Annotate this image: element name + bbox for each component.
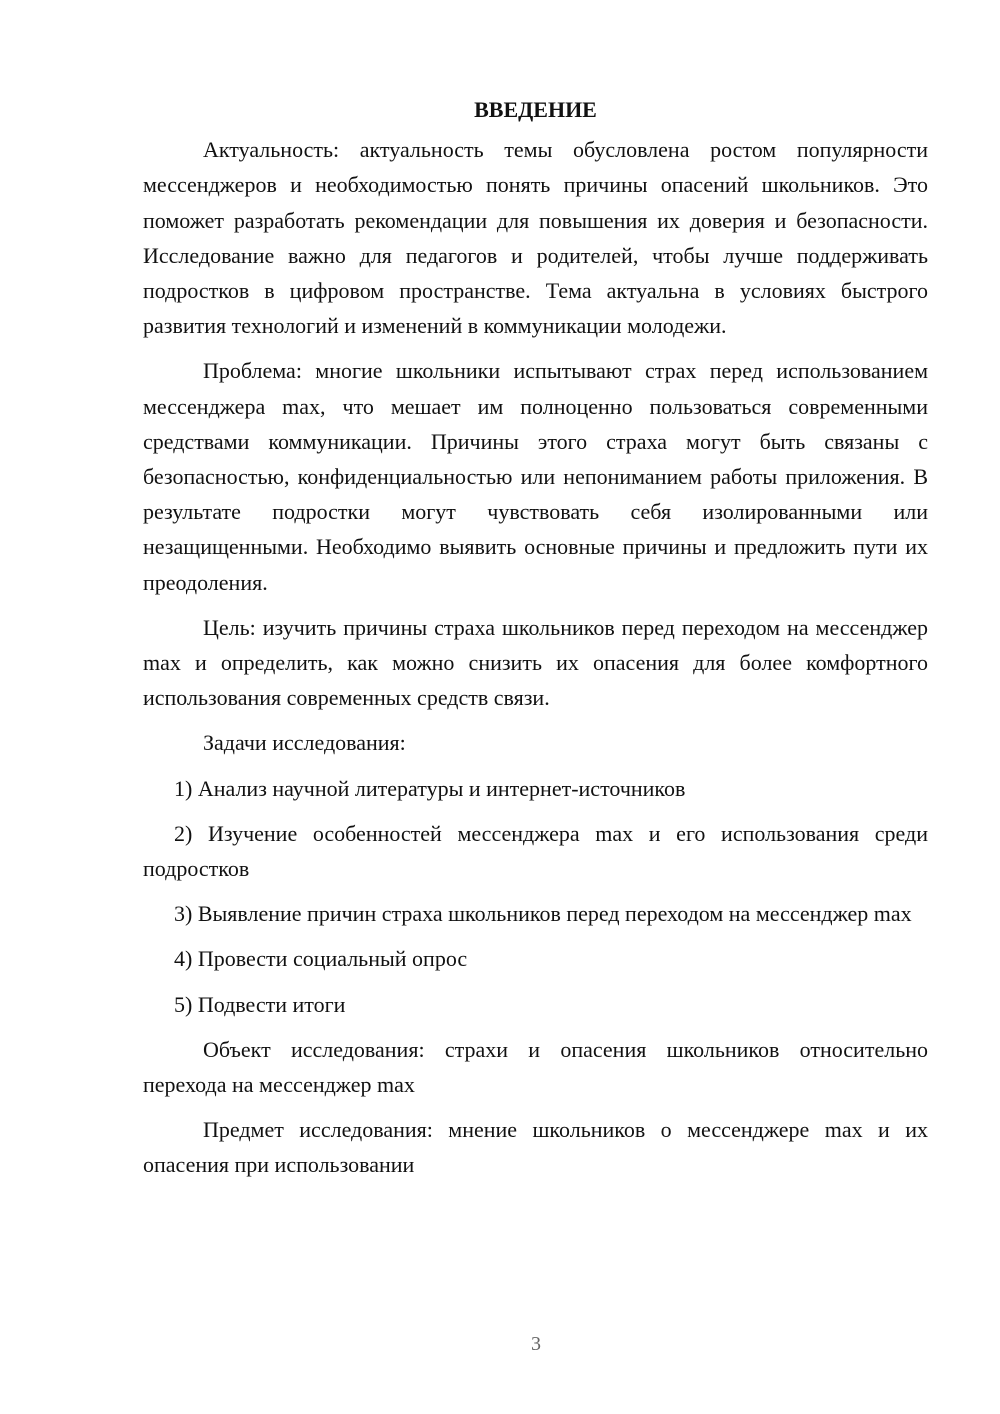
task-item: 1) Анализ научной литературы и интернет-источников <box>174 775 686 801</box>
problem-paragraph: Проблема: многие школьники испытывают страх перед использованием мессенджера max, что мешает им полноценно пользоваться современными средствами коммуникации. Причины этого страха могут быть связаны с безопасностью, конфиденциальностью или непониманием работы приложения. В результате подростки могут чувствовать себя изолированными или незащищенными. Необходимо выявить основные причины и предложить пути их преодоления. <box>143 358 928 595</box>
task-item: 2) Изучение особенностей мессенджера max и его использования среди подростков <box>143 820 928 882</box>
research-object-paragraph: Объект исследования: страхи и опасения школьников относительно перехода на мессенджер max <box>143 1036 928 1098</box>
goal-paragraph: Цель: изучить причины страха школьников перед переходом на мессенджер max и определить, как можно снизить их опасения для более комфортного использования современных средств связи. <box>143 614 928 711</box>
task-item: 5) Подвести итоги <box>174 991 346 1017</box>
task-item: 3) Выявление причин страха школьников перед переходом на мессенджер max <box>174 901 912 927</box>
research-subject-paragraph: Предмет исследования: мнение школьников о мессенджере max и их опасения при использовании <box>143 1117 928 1178</box>
document-page <box>143 92 928 1193</box>
tasks-title: Задачи исследования: <box>203 730 406 756</box>
relevance-paragraph: Актуальность: актуальность темы обусловлена ростом популярности мессенджеров и необходимостью понять причины опасений школьников. Это поможет разработать рекомендации для повышения их доверия и безопасности. Исследование важно для педагогов и родителей, чтобы лучше поддерживать подростков в цифровом пространстве. Тема актуальна в условиях быстрого развития технологий и изменений в коммуникации молодежи. <box>143 137 928 339</box>
page-number: 3 <box>531 1333 541 1355</box>
section-heading: ВВЕДЕНИЕ <box>474 97 597 122</box>
task-item: 4) Провести социальный опрос <box>174 946 468 972</box>
